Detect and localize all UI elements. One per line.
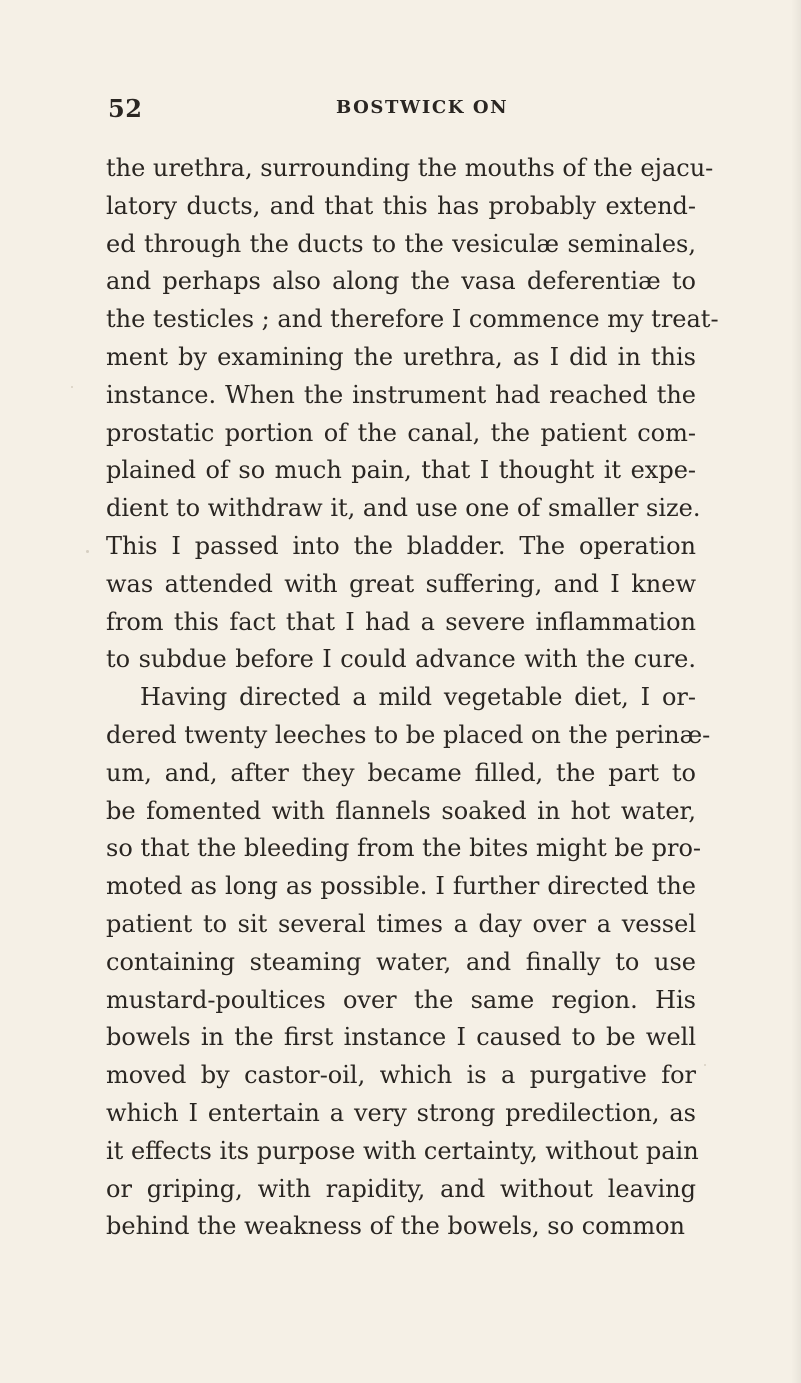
running-head — [108, 94, 696, 122]
text-line: moved by castor-oil, which is a purgative for — [106, 1061, 696, 1090]
text-line: plained of so much pain, that I thought it expe- — [106, 456, 696, 485]
text-line: or griping, with rapidity, and without leaving — [106, 1174, 696, 1203]
text-line: mustard-poultices over the same region. His — [106, 985, 696, 1014]
text-line: from this fact that I had a severe inflammation — [106, 607, 696, 636]
text-line: to subdue before I could advance with the cure. — [106, 645, 696, 674]
text-line: ed through the ducts to the vesiculæ seminales, — [106, 229, 696, 258]
text-line: which I entertain a very strong predilection, as — [106, 1098, 696, 1127]
text-line: be fomented with flannels soaked in hot water, — [106, 796, 696, 825]
text-line: the urethra, surrounding the mouths of the ejacu- — [106, 154, 714, 182]
text-line: moted as long as possible. I further directed the — [106, 872, 696, 901]
text-line: behind the weakness of the bowels, so common — [106, 1212, 686, 1241]
paper-speck — [71, 386, 73, 388]
text-line: latory ducts, and that this has probably extend- — [106, 191, 696, 220]
page-edge-shadow — [791, 0, 801, 1383]
body-text — [106, 150, 719, 1246]
text-line: ment by examining the urethra, as I did in this — [106, 342, 696, 371]
text-line: patient to sit several times a day over a vessel — [106, 909, 696, 938]
text-line: dient to withdraw it, and use one of smaller size. — [106, 494, 701, 523]
text-line: and perhaps also along the vasa deferentiæ to — [106, 267, 696, 296]
paper-speck — [86, 550, 89, 553]
text-line: was attended with great suffering, and I knew — [106, 569, 696, 598]
running-head-title: BOSTWICK ON — [336, 97, 509, 118]
page-number: 52 — [108, 94, 143, 123]
text-line: the testicles ; and therefore I commence my treat- — [106, 305, 719, 334]
text-line: um, and, after they became filled, the part to — [106, 758, 696, 787]
text-line: This I passed into the bladder. The operation — [106, 531, 696, 560]
text-line: so that the bleeding from the bites might be pro- — [106, 834, 702, 863]
text-line: it effects its purpose with certainty, without pain — [106, 1136, 699, 1165]
text-line: bowels in the first instance I caused to be well — [106, 1023, 696, 1052]
text-line: dered twenty leeches to be placed on the perinæ- — [106, 720, 711, 749]
text-line-paragraph-start: Having directed a mild vegetable diet, I or- — [140, 683, 696, 712]
text-line: prostatic portion of the canal, the patient com- — [106, 418, 696, 447]
paper-speck — [704, 1064, 706, 1066]
text-line: containing steaming water, and finally to use — [106, 947, 696, 976]
text-line: instance. When the instrument had reached the — [106, 380, 696, 409]
